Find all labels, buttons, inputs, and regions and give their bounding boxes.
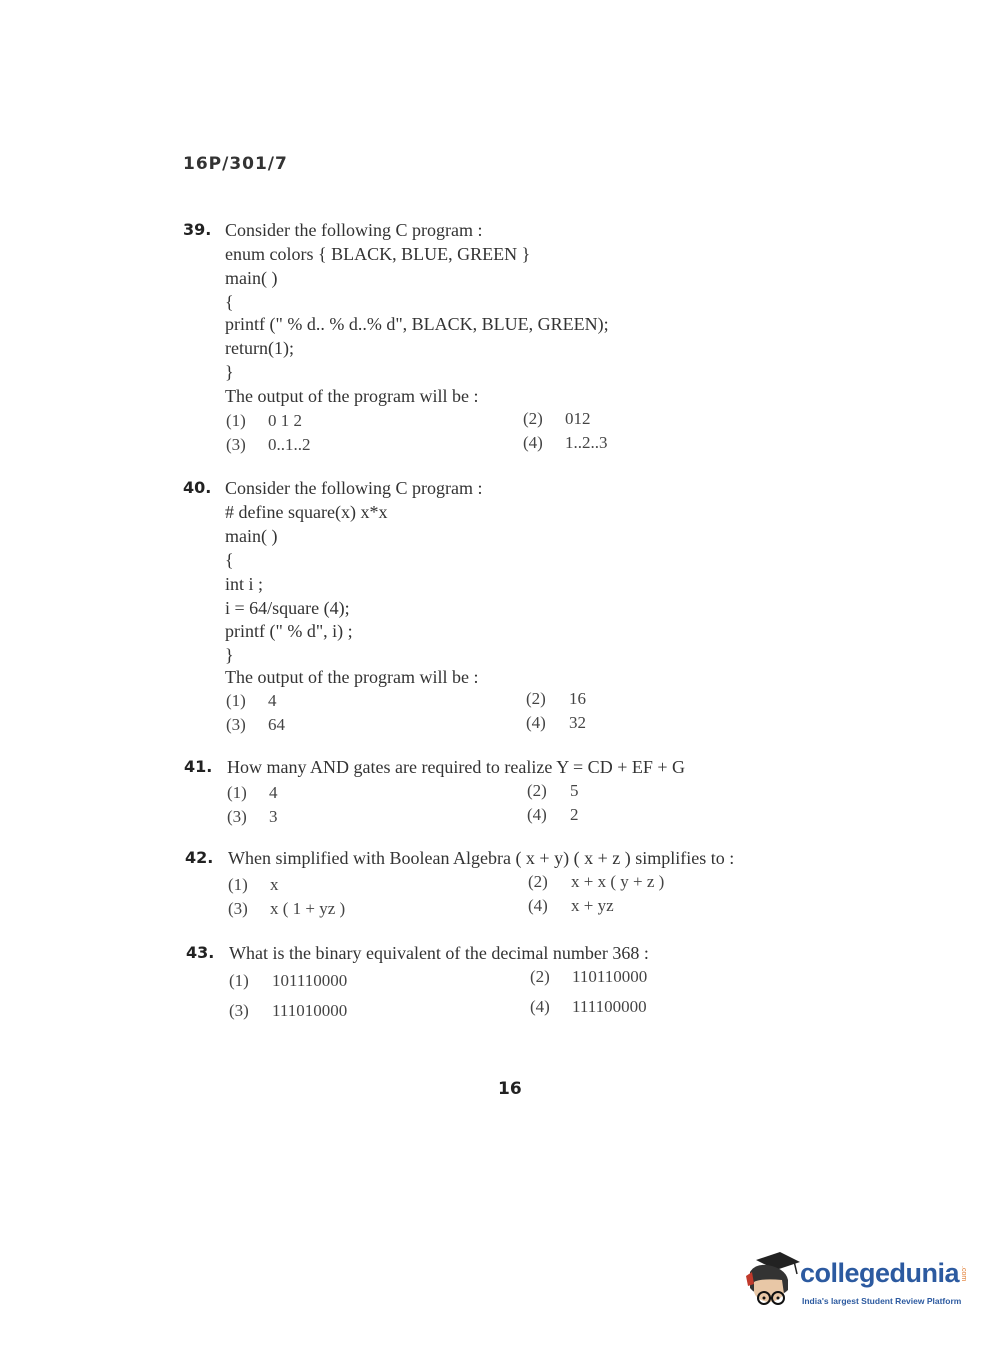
code-line: } bbox=[225, 645, 234, 665]
option-number: (4) bbox=[527, 805, 547, 824]
code-line: int i ; bbox=[225, 574, 264, 594]
code-line: main( ) bbox=[225, 268, 278, 288]
option-text: 3 bbox=[269, 807, 278, 826]
option-text: 5 bbox=[570, 781, 579, 800]
option-number: (3) bbox=[226, 435, 246, 454]
collegedunia-logo bbox=[742, 1250, 972, 1320]
option-number: (1) bbox=[226, 691, 246, 710]
option-text: 0 1 2 bbox=[268, 411, 302, 430]
option-text: 2 bbox=[570, 805, 579, 824]
code-line: { bbox=[225, 550, 234, 570]
code-line: printf (" % d.. % d..% d", BLACK, BLUE, GREEN); bbox=[225, 314, 609, 334]
option-number: (3) bbox=[228, 899, 248, 918]
question-prompt: The output of the program will be : bbox=[225, 386, 479, 406]
paper-code: 16P/301/7 bbox=[183, 154, 288, 174]
option-number: (1) bbox=[227, 783, 247, 802]
question-number: 41. bbox=[184, 757, 213, 776]
code-line: enum colors { BLACK, BLUE, GREEN } bbox=[225, 244, 531, 264]
option-number: (4) bbox=[523, 433, 543, 452]
question-39 bbox=[183, 220, 883, 480]
option-number: (2) bbox=[527, 781, 547, 800]
option-number: (1) bbox=[229, 971, 249, 990]
question-text: What is the binary equivalent of the decimal number 368 : bbox=[229, 943, 649, 963]
code-line: printf (" % d", i) ; bbox=[225, 621, 353, 641]
option-text: 64 bbox=[268, 715, 285, 734]
option-text: x + yz bbox=[571, 896, 614, 915]
question-text: How many AND gates are required to realize Y = CD + EF + G bbox=[227, 757, 685, 777]
option-text: 111100000 bbox=[572, 997, 647, 1016]
code-line: # define square(x) x*x bbox=[225, 502, 388, 522]
question-43 bbox=[186, 943, 886, 1203]
option-number: (4) bbox=[528, 896, 548, 915]
option-text: 0..1..2 bbox=[268, 435, 311, 454]
question-number: 42. bbox=[185, 848, 214, 867]
logo-tagline: India's largest Student Review Platform bbox=[802, 1296, 962, 1306]
option-number: (3) bbox=[226, 715, 246, 734]
option-text: 4 bbox=[268, 691, 277, 710]
option-number: (3) bbox=[227, 807, 247, 826]
option-text: x ( 1 + yz ) bbox=[270, 899, 346, 918]
page-number: 16 bbox=[498, 1079, 522, 1099]
option-text: 012 bbox=[565, 409, 591, 428]
option-text: 4 bbox=[269, 783, 278, 802]
question-40 bbox=[183, 478, 883, 738]
code-line: i = 64/square (4); bbox=[225, 598, 350, 618]
option-number: (2) bbox=[523, 409, 543, 428]
code-line: } bbox=[225, 362, 234, 382]
option-number: (1) bbox=[226, 411, 246, 430]
question-number: 40. bbox=[183, 478, 212, 497]
option-text: 1..2..3 bbox=[565, 433, 608, 452]
question-text: Consider the following C program : bbox=[225, 478, 483, 498]
code-line: main( ) bbox=[225, 526, 278, 546]
option-number: (2) bbox=[526, 689, 546, 708]
code-line: { bbox=[225, 292, 234, 312]
option-text: x + x ( y + z ) bbox=[571, 872, 665, 891]
logo-wordmark: collegedunia bbox=[800, 1258, 960, 1288]
option-number: (2) bbox=[528, 872, 548, 891]
mascot-icon bbox=[742, 1250, 802, 1314]
question-number: 39. bbox=[183, 220, 212, 239]
option-text: 111010000 bbox=[272, 1001, 348, 1020]
option-text: 32 bbox=[569, 713, 586, 732]
option-text: x bbox=[270, 875, 279, 894]
option-text: 16 bbox=[569, 689, 586, 708]
question-text: Consider the following C program : bbox=[225, 220, 483, 240]
code-line: return(1); bbox=[225, 338, 294, 358]
option-text: 101110000 bbox=[272, 971, 348, 990]
option-text: 110110000 bbox=[572, 967, 648, 986]
option-number: (2) bbox=[530, 967, 550, 986]
option-number: (4) bbox=[526, 713, 546, 732]
option-number: (3) bbox=[229, 1001, 249, 1020]
question-number: 43. bbox=[186, 943, 215, 962]
logo-suffix: .com bbox=[960, 1266, 967, 1282]
option-number: (1) bbox=[228, 875, 248, 894]
option-number: (4) bbox=[530, 997, 550, 1016]
question-text: When simplified with Boolean Algebra ( x + y) ( x + z ) simplifies to : bbox=[228, 848, 735, 868]
question-prompt: The output of the program will be : bbox=[225, 667, 479, 687]
